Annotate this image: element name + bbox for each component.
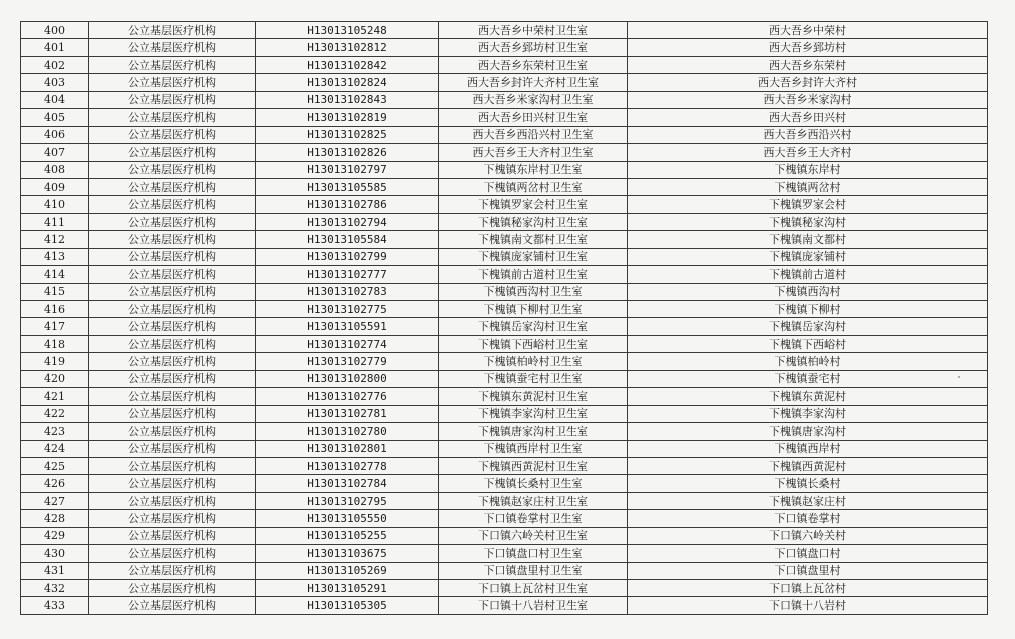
institution-code-cell: H13013102819 xyxy=(256,109,439,126)
institution-code-cell: H13013102783 xyxy=(256,283,439,300)
table-row xyxy=(21,597,988,614)
row-number-cell: 407 xyxy=(21,144,89,161)
institution-type-cell: 公立基层医疗机构 xyxy=(89,283,256,300)
institution-type-cell: 公立基层医疗机构 xyxy=(89,335,256,352)
clinic-name-cell: 西大吾乡郅坊村卫生室 xyxy=(439,39,628,56)
clinic-name-cell: 下槐镇西岸村卫生室 xyxy=(439,440,628,457)
clinic-name-cell: 下槐镇东岸村卫生室 xyxy=(439,161,628,178)
clinic-name-cell: 下槐镇蚕宅村卫生室 xyxy=(439,370,628,387)
table-row xyxy=(21,457,988,474)
table-row xyxy=(21,178,988,195)
table-row xyxy=(21,405,988,422)
village-name-cell: 西大吾乡米家沟村 xyxy=(628,91,988,108)
village-name-cell: 下槐镇赵家庄村 xyxy=(628,492,988,509)
institution-code-cell: H13013102775 xyxy=(256,301,439,318)
institution-type-cell: 公立基层医疗机构 xyxy=(89,161,256,178)
institution-code-cell: H13013102781 xyxy=(256,405,439,422)
institution-code-cell: H13013102795 xyxy=(256,492,439,509)
institution-code-cell: H13013103675 xyxy=(256,545,439,562)
table-row xyxy=(21,161,988,178)
row-number-cell: 425 xyxy=(21,457,89,474)
clinic-name-cell: 西大吾乡王大齐村卫生室 xyxy=(439,144,628,161)
village-name-cell: 下口镇盘口村 xyxy=(628,545,988,562)
row-number-cell: 403 xyxy=(21,74,89,91)
clinic-name-cell: 西大吾乡中荣村卫生室 xyxy=(439,22,628,39)
table-row xyxy=(21,74,988,91)
table-row xyxy=(21,370,988,387)
clinic-name-cell: 下槐镇李家沟村卫生室 xyxy=(439,405,628,422)
clinic-name-cell: 下槐镇柏岭村卫生室 xyxy=(439,353,628,370)
village-name-cell: 下槐镇东岸村 xyxy=(628,161,988,178)
institution-code-cell: H13013105305 xyxy=(256,597,439,614)
table-row xyxy=(21,440,988,457)
clinic-name-cell: 西大吾乡东荣村卫生室 xyxy=(439,56,628,73)
row-number-cell: 406 xyxy=(21,126,89,143)
table-row xyxy=(21,213,988,230)
table-row xyxy=(21,335,988,352)
row-number-cell: 422 xyxy=(21,405,89,422)
table-row xyxy=(21,353,988,370)
village-name-cell: 下口镇盘里村 xyxy=(628,562,988,579)
institution-code-cell: H13013102780 xyxy=(256,423,439,440)
institution-type-cell: 公立基层医疗机构 xyxy=(89,109,256,126)
institution-code-cell: H13013102812 xyxy=(256,39,439,56)
village-name-cell: 下槐镇前古道村 xyxy=(628,266,988,283)
table-row xyxy=(21,248,988,265)
village-name-cell: 下槐镇两岔村 xyxy=(628,178,988,195)
institution-type-cell: 公立基层医疗机构 xyxy=(89,353,256,370)
clinic-name-cell: 下口镇上瓦岔村卫生室 xyxy=(439,580,628,597)
village-name-cell: 下槐镇下柳村 xyxy=(628,301,988,318)
clinic-name-cell: 下槐镇赵家庄村卫生室 xyxy=(439,492,628,509)
table-row xyxy=(21,39,988,56)
village-name-cell: 下槐镇长桑村 xyxy=(628,475,988,492)
row-number-cell: 430 xyxy=(21,545,89,562)
institution-type-cell: 公立基层医疗机构 xyxy=(89,196,256,213)
table-row xyxy=(21,545,988,562)
table-row xyxy=(21,144,988,161)
institution-type-cell: 公立基层医疗机构 xyxy=(89,56,256,73)
row-number-cell: 429 xyxy=(21,527,89,544)
row-number-cell: 408 xyxy=(21,161,89,178)
row-number-cell: 418 xyxy=(21,335,89,352)
row-number-cell: 409 xyxy=(21,178,89,195)
institution-code-cell: H13013105269 xyxy=(256,562,439,579)
scan-speck xyxy=(958,376,960,378)
clinic-name-cell: 下槐镇西沟村卫生室 xyxy=(439,283,628,300)
row-number-cell: 423 xyxy=(21,423,89,440)
row-number-cell: 414 xyxy=(21,266,89,283)
table-row xyxy=(21,126,988,143)
institution-type-cell: 公立基层医疗机构 xyxy=(89,597,256,614)
clinic-name-cell: 下口镇盘里村卫生室 xyxy=(439,562,628,579)
table-row xyxy=(21,109,988,126)
institution-code-cell: H13013102801 xyxy=(256,440,439,457)
village-name-cell: 下口镇六岭关村 xyxy=(628,527,988,544)
village-name-cell: 西大吾乡西沿兴村 xyxy=(628,126,988,143)
institution-type-cell: 公立基层医疗机构 xyxy=(89,231,256,248)
table-row xyxy=(21,562,988,579)
institution-code-cell: H13013105584 xyxy=(256,231,439,248)
row-number-cell: 432 xyxy=(21,580,89,597)
row-number-cell: 433 xyxy=(21,597,89,614)
row-number-cell: 420 xyxy=(21,370,89,387)
institution-code-cell: H13013105255 xyxy=(256,527,439,544)
row-number-cell: 428 xyxy=(21,510,89,527)
row-number-cell: 404 xyxy=(21,91,89,108)
row-number-cell: 421 xyxy=(21,388,89,405)
institution-code-cell: H13013102794 xyxy=(256,213,439,230)
institution-type-cell: 公立基层医疗机构 xyxy=(89,492,256,509)
institution-code-cell: H13013102842 xyxy=(256,56,439,73)
institution-code-cell: H13013102776 xyxy=(256,388,439,405)
village-name-cell: 下口镇上瓦岔村 xyxy=(628,580,988,597)
institution-code-cell: H13013105291 xyxy=(256,580,439,597)
clinic-name-cell: 下槐镇下柳村卫生室 xyxy=(439,301,628,318)
institution-type-cell: 公立基层医疗机构 xyxy=(89,440,256,457)
table-row xyxy=(21,510,988,527)
village-name-cell: 下槐镇南文都村 xyxy=(628,231,988,248)
clinic-name-cell: 下槐镇庞家铺村卫生室 xyxy=(439,248,628,265)
clinic-name-cell: 下槐镇唐家沟村卫生室 xyxy=(439,423,628,440)
institution-type-cell: 公立基层医疗机构 xyxy=(89,527,256,544)
village-name-cell: 下槐镇庞家铺村 xyxy=(628,248,988,265)
table-row xyxy=(21,91,988,108)
clinic-name-cell: 下槐镇西黄泥村卫生室 xyxy=(439,457,628,474)
institution-type-cell: 公立基层医疗机构 xyxy=(89,580,256,597)
institution-type-cell: 公立基层医疗机构 xyxy=(89,74,256,91)
village-name-cell: 下槐镇柏岭村 xyxy=(628,353,988,370)
institution-code-cell: H13013102774 xyxy=(256,335,439,352)
clinic-name-cell: 下口镇盘口村卫生室 xyxy=(439,545,628,562)
clinic-name-cell: 西大吾乡田兴村卫生室 xyxy=(439,109,628,126)
row-number-cell: 426 xyxy=(21,475,89,492)
row-number-cell: 415 xyxy=(21,283,89,300)
village-name-cell: 西大吾乡封许大齐村 xyxy=(628,74,988,91)
table-body xyxy=(21,22,988,615)
village-name-cell: 下槐镇西黄泥村 xyxy=(628,457,988,474)
institution-type-cell: 公立基层医疗机构 xyxy=(89,510,256,527)
table-row xyxy=(21,283,988,300)
clinic-name-cell: 下槐镇南文都村卫生室 xyxy=(439,231,628,248)
institution-type-cell: 公立基层医疗机构 xyxy=(89,475,256,492)
institution-code-cell: H13013105585 xyxy=(256,178,439,195)
institution-code-cell: H13013102800 xyxy=(256,370,439,387)
table-row xyxy=(21,423,988,440)
village-name-cell: 下槐镇秘家沟村 xyxy=(628,213,988,230)
clinic-name-cell: 下槐镇两岔村卫生室 xyxy=(439,178,628,195)
clinic-name-cell: 西大吾乡封许大齐村卫生室 xyxy=(439,74,628,91)
row-number-cell: 410 xyxy=(21,196,89,213)
institution-code-cell: H13013102777 xyxy=(256,266,439,283)
institution-type-cell: 公立基层医疗机构 xyxy=(89,91,256,108)
institution-type-cell: 公立基层医疗机构 xyxy=(89,213,256,230)
institution-type-cell: 公立基层医疗机构 xyxy=(89,178,256,195)
institution-type-cell: 公立基层医疗机构 xyxy=(89,39,256,56)
institution-type-cell: 公立基层医疗机构 xyxy=(89,405,256,422)
institution-code-cell: H13013102779 xyxy=(256,353,439,370)
institution-code-cell: H13013102825 xyxy=(256,126,439,143)
row-number-cell: 400 xyxy=(21,22,89,39)
row-number-cell: 401 xyxy=(21,39,89,56)
table-row xyxy=(21,266,988,283)
institution-code-cell: H13013102843 xyxy=(256,91,439,108)
institution-table xyxy=(20,21,988,615)
village-name-cell: 西大吾乡王大齐村 xyxy=(628,144,988,161)
institution-type-cell: 公立基层医疗机构 xyxy=(89,22,256,39)
clinic-name-cell: 下槐镇长桑村卫生室 xyxy=(439,475,628,492)
table-row xyxy=(21,475,988,492)
village-name-cell: 下槐镇东黄泥村 xyxy=(628,388,988,405)
clinic-name-cell: 下口镇六岭关村卫生室 xyxy=(439,527,628,544)
institution-code-cell: H13013102799 xyxy=(256,248,439,265)
table-row xyxy=(21,22,988,39)
clinic-name-cell: 西大吾乡米家沟村卫生室 xyxy=(439,91,628,108)
table-row xyxy=(21,580,988,597)
institution-code-cell: H13013102826 xyxy=(256,144,439,161)
institution-type-cell: 公立基层医疗机构 xyxy=(89,144,256,161)
institution-code-cell: H13013105591 xyxy=(256,318,439,335)
row-number-cell: 419 xyxy=(21,353,89,370)
institution-code-cell: H13013102824 xyxy=(256,74,439,91)
village-name-cell: 下槐镇罗家会村 xyxy=(628,196,988,213)
table-row xyxy=(21,56,988,73)
row-number-cell: 424 xyxy=(21,440,89,457)
row-number-cell: 427 xyxy=(21,492,89,509)
village-name-cell: 西大吾乡中荣村 xyxy=(628,22,988,39)
institution-code-cell: H13013105550 xyxy=(256,510,439,527)
institution-type-cell: 公立基层医疗机构 xyxy=(89,562,256,579)
institution-type-cell: 公立基层医疗机构 xyxy=(89,318,256,335)
village-name-cell: 下槐镇李家沟村 xyxy=(628,405,988,422)
institution-type-cell: 公立基层医疗机构 xyxy=(89,126,256,143)
village-name-cell: 下槐镇岳家沟村 xyxy=(628,318,988,335)
institution-type-cell: 公立基层医疗机构 xyxy=(89,457,256,474)
row-number-cell: 431 xyxy=(21,562,89,579)
village-name-cell: 下槐镇西岸村 xyxy=(628,440,988,457)
clinic-name-cell: 下槐镇罗家会村卫生室 xyxy=(439,196,628,213)
institution-code-cell: H13013102786 xyxy=(256,196,439,213)
institution-code-cell: H13013102778 xyxy=(256,457,439,474)
clinic-name-cell: 下口镇卷掌村卫生室 xyxy=(439,510,628,527)
clinic-name-cell: 下槐镇秘家沟村卫生室 xyxy=(439,213,628,230)
village-name-cell: 西大吾乡东荣村 xyxy=(628,56,988,73)
clinic-name-cell: 西大吾乡西沿兴村卫生室 xyxy=(439,126,628,143)
table-row xyxy=(21,196,988,213)
institution-type-cell: 公立基层医疗机构 xyxy=(89,423,256,440)
village-name-cell: 下槐镇蚕宅村 xyxy=(628,370,988,387)
clinic-name-cell: 下口镇十八岩村卫生室 xyxy=(439,597,628,614)
table-row xyxy=(21,388,988,405)
village-name-cell: 下槐镇唐家沟村 xyxy=(628,423,988,440)
village-name-cell: 西大吾乡郅坊村 xyxy=(628,39,988,56)
row-number-cell: 416 xyxy=(21,301,89,318)
institution-code-cell: H13013102797 xyxy=(256,161,439,178)
table-row xyxy=(21,527,988,544)
village-name-cell: 下口镇卷掌村 xyxy=(628,510,988,527)
row-number-cell: 405 xyxy=(21,109,89,126)
village-name-cell: 下槐镇下西峪村 xyxy=(628,335,988,352)
institution-type-cell: 公立基层医疗机构 xyxy=(89,388,256,405)
clinic-name-cell: 下槐镇下西峪村卫生室 xyxy=(439,335,628,352)
row-number-cell: 402 xyxy=(21,56,89,73)
table-row xyxy=(21,301,988,318)
institution-code-cell: H13013105248 xyxy=(256,22,439,39)
clinic-name-cell: 下槐镇前古道村卫生室 xyxy=(439,266,628,283)
row-number-cell: 412 xyxy=(21,231,89,248)
row-number-cell: 413 xyxy=(21,248,89,265)
institution-type-cell: 公立基层医疗机构 xyxy=(89,266,256,283)
village-name-cell: 西大吾乡田兴村 xyxy=(628,109,988,126)
institution-type-cell: 公立基层医疗机构 xyxy=(89,248,256,265)
clinic-name-cell: 下槐镇岳家沟村卫生室 xyxy=(439,318,628,335)
institution-type-cell: 公立基层医疗机构 xyxy=(89,370,256,387)
table-row xyxy=(21,492,988,509)
village-name-cell: 下槐镇西沟村 xyxy=(628,283,988,300)
village-name-cell: 下口镇十八岩村 xyxy=(628,597,988,614)
institution-type-cell: 公立基层医疗机构 xyxy=(89,545,256,562)
table-row xyxy=(21,231,988,248)
institution-type-cell: 公立基层医疗机构 xyxy=(89,301,256,318)
institution-code-cell: H13013102784 xyxy=(256,475,439,492)
row-number-cell: 411 xyxy=(21,213,89,230)
table-row xyxy=(21,318,988,335)
row-number-cell: 417 xyxy=(21,318,89,335)
clinic-name-cell: 下槐镇东黄泥村卫生室 xyxy=(439,388,628,405)
